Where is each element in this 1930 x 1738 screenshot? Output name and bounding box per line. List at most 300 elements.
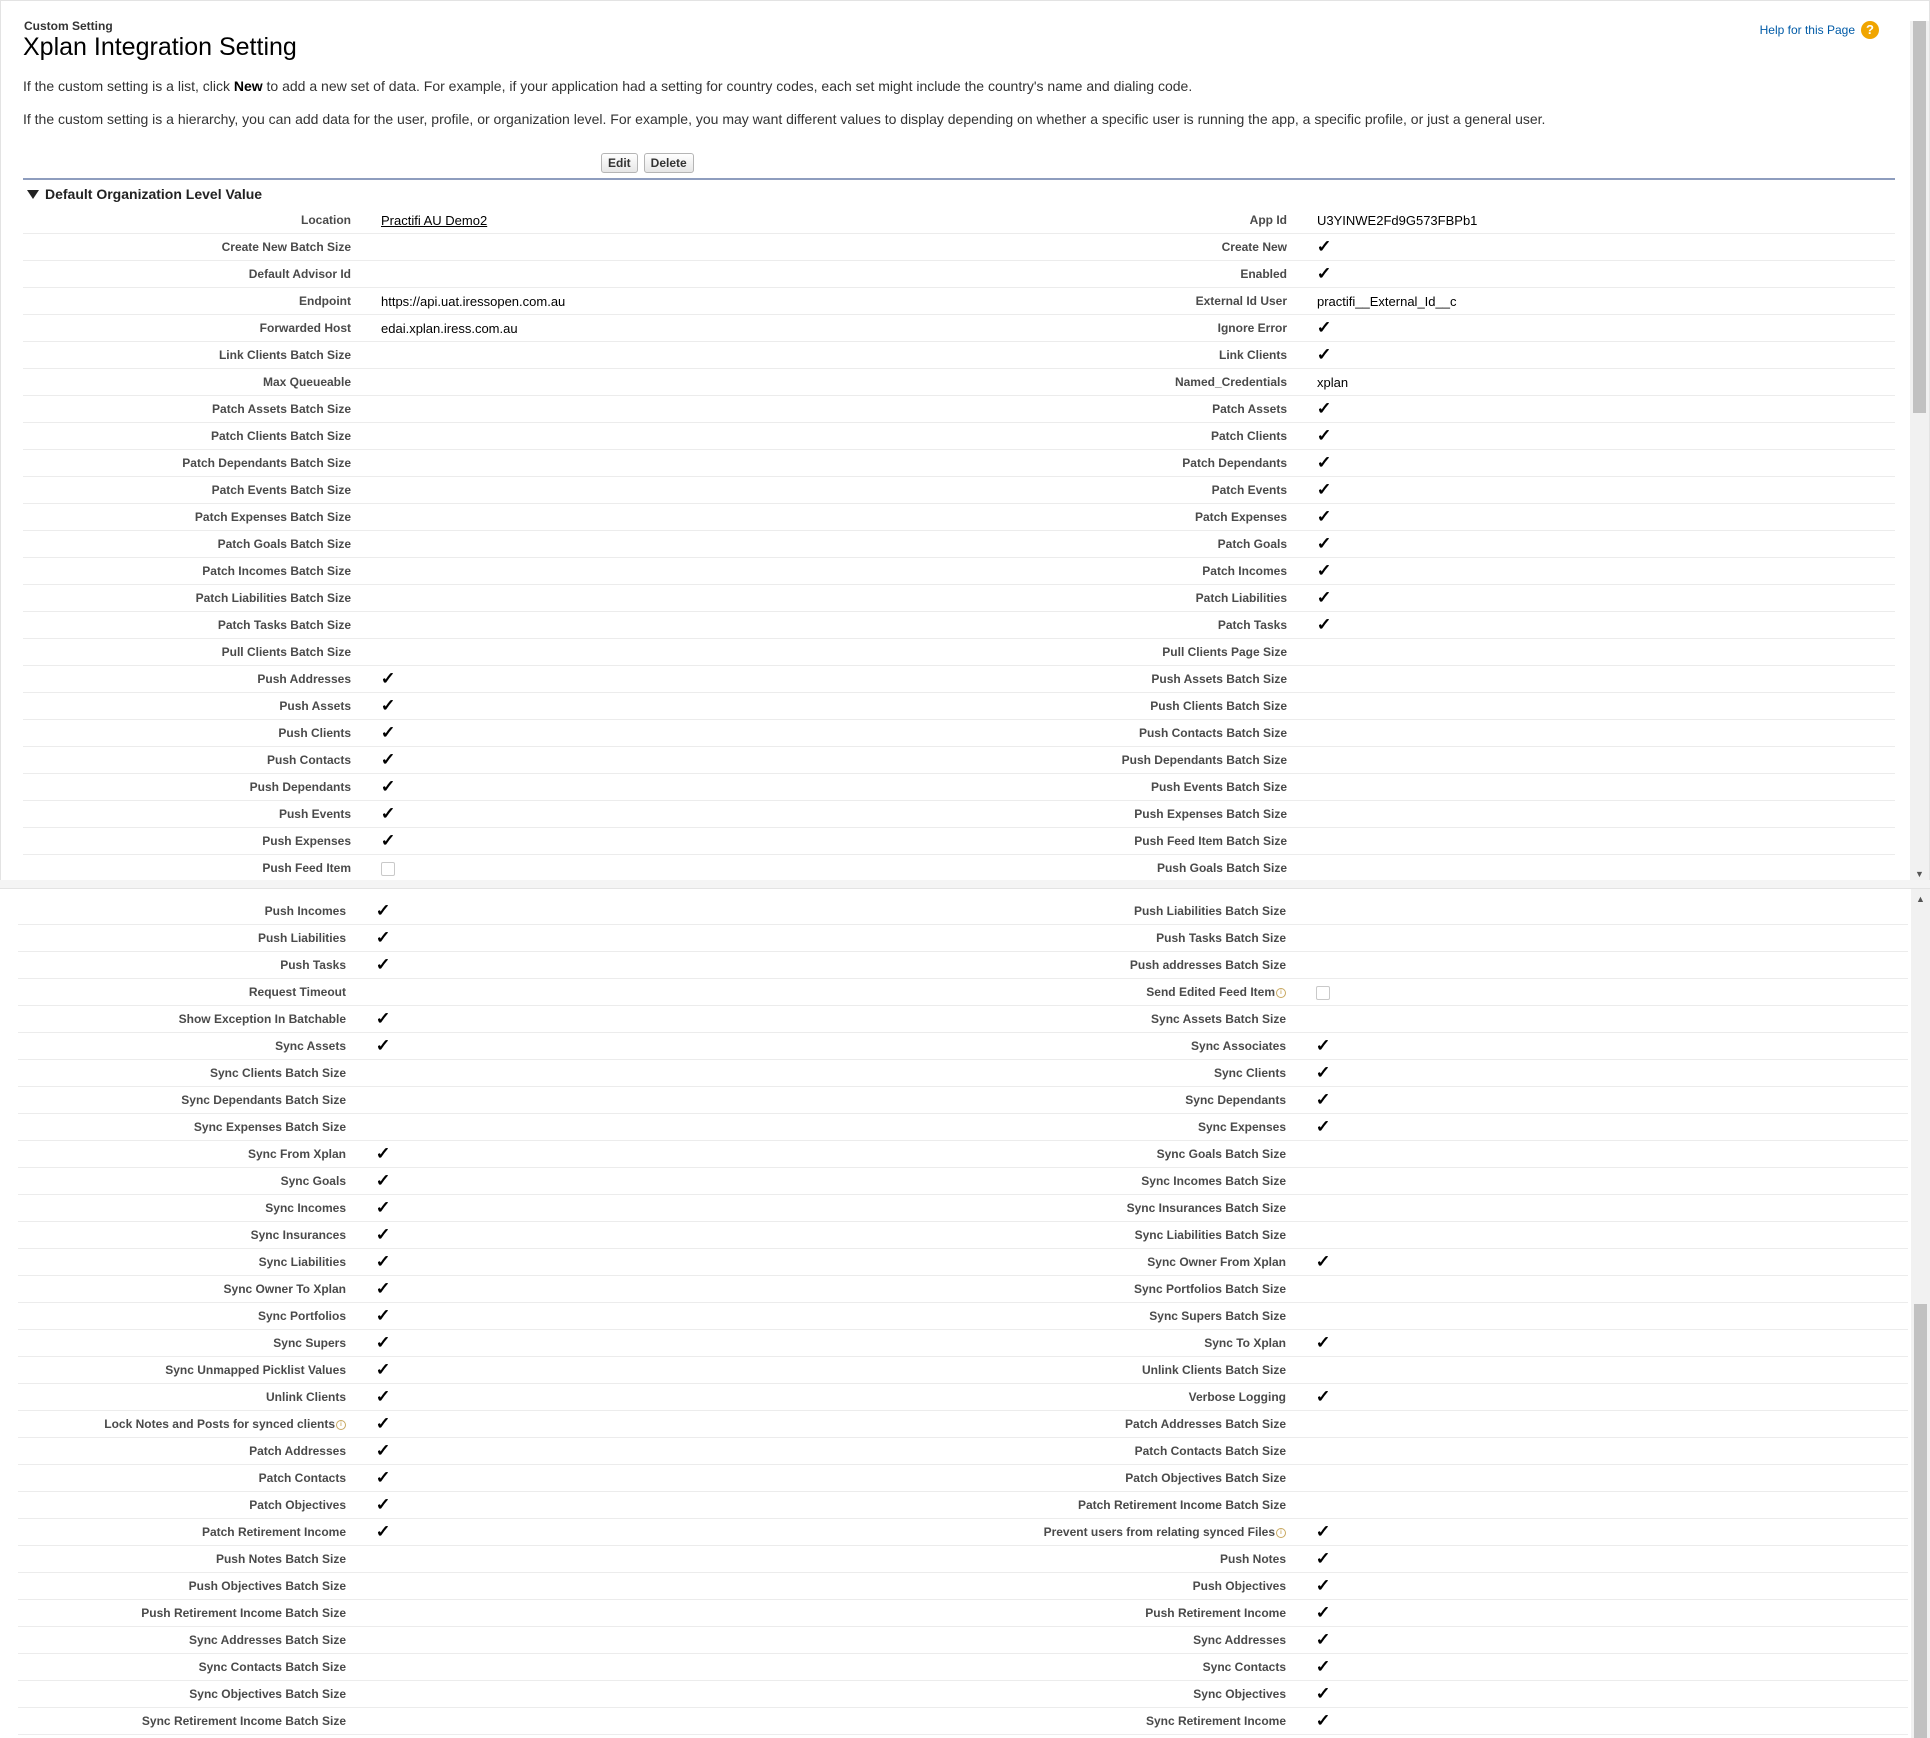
field-label: Sync Addresses	[1193, 1633, 1286, 1647]
value-cell	[1309, 207, 1895, 234]
field-label: Sync Assets	[275, 1039, 346, 1053]
field-label: Unlink Clients Batch Size	[1141, 1363, 1286, 1377]
field-label-sync-clients-batch-size	[18, 1060, 368, 1087]
field-label-patch-events-batch-size	[23, 477, 373, 504]
value-cell	[1308, 1573, 1908, 1600]
field-label-push-addresses	[23, 666, 373, 693]
checkmark-icon: ✓	[375, 1495, 391, 1514]
value-cell	[368, 979, 968, 1006]
checkmark-icon: ✓	[1316, 426, 1332, 445]
field-label: Push Notes	[1219, 1552, 1286, 1566]
table-row	[23, 423, 1895, 450]
checkmark-icon: ✓	[1316, 453, 1332, 472]
field-label-patch-addresses-batch-size	[968, 1411, 1308, 1438]
checkmark-icon: ✓	[1315, 1333, 1331, 1352]
field-label: Sync Owner To Xplan	[223, 1282, 346, 1296]
field-label-default-advisor-id	[23, 261, 373, 288]
value-cell	[373, 666, 973, 693]
field-label-sync-dependants	[968, 1087, 1308, 1114]
field-label: Sync From Xplan	[247, 1147, 346, 1161]
table-row	[23, 828, 1895, 855]
value-cell	[368, 1222, 968, 1249]
value-cell	[373, 207, 973, 234]
field-label: Push Assets	[279, 699, 351, 713]
field-label-push-notes-batch-size	[18, 1546, 368, 1573]
checkmark-icon: ✓	[1315, 1522, 1331, 1541]
field-label: Patch Assets	[1212, 402, 1287, 416]
checkmark-icon: ✓	[380, 831, 396, 850]
table-row	[18, 898, 1908, 925]
scrollbar-thumb[interactable]	[1913, 21, 1926, 413]
field-label: Patch Liabilities	[1195, 591, 1287, 605]
value-cell	[1309, 261, 1895, 288]
field-label-verbose-logging	[968, 1384, 1308, 1411]
value-cell	[1308, 1384, 1908, 1411]
field-label-patch-objectives-batch-size	[968, 1465, 1308, 1492]
field-label-patch-objectives	[18, 1492, 368, 1519]
field-label: Push Clients Batch Size	[1150, 699, 1287, 713]
scrollbar-thumb[interactable]	[1914, 1304, 1927, 1738]
checkmark-icon: ✓	[375, 1360, 391, 1379]
checkmark-icon: ✓	[1315, 1117, 1331, 1136]
field-label: Push Clients	[278, 726, 351, 740]
value-cell	[1309, 855, 1895, 882]
field-label: External Id User	[1195, 294, 1287, 308]
field-label-push-liabilities	[18, 925, 368, 952]
checkmark-icon: ✓	[375, 1306, 391, 1325]
field-label: App Id	[1249, 213, 1287, 227]
field-label: Sync Goals	[280, 1174, 346, 1188]
checkmark-icon: ✓	[380, 750, 396, 769]
field-label: Sync Supers	[273, 1336, 346, 1350]
field-label: Unlink Clients	[265, 1390, 346, 1404]
field-label: Max Queueable	[262, 375, 351, 389]
value-cell	[1308, 925, 1908, 952]
field-label-patch-retirement-income	[18, 1519, 368, 1546]
value-cell	[1309, 477, 1895, 504]
checkmark-icon: ✓	[375, 1198, 391, 1217]
field-label-push-contacts-batch-size	[973, 720, 1309, 747]
field-label-prevent-users-from-relating-synced-files	[968, 1519, 1308, 1546]
field-label: Patch Dependants Batch Size	[182, 456, 351, 470]
table-row	[18, 1357, 1908, 1384]
field-label: Link Clients Batch Size	[218, 348, 351, 362]
value-cell	[1308, 1249, 1908, 1276]
field-label: Show Exception In Batchable	[178, 1012, 346, 1026]
field-label-push-notes	[968, 1546, 1308, 1573]
field-label: Sync Liabilities Batch Size	[1134, 1228, 1286, 1242]
field-label: Sync Goals Batch Size	[1156, 1147, 1286, 1161]
field-label: Patch Retirement Income Batch Size	[1077, 1498, 1286, 1512]
field-label-sync-incomes-batch-size	[968, 1168, 1308, 1195]
field-label-ignore-error	[973, 315, 1309, 342]
table-row	[18, 1411, 1908, 1438]
scroll-down-arrow-icon[interactable]: ▼	[1915, 869, 1924, 879]
field-label: Sync Portfolios	[257, 1309, 346, 1323]
field-label: Prevent users from relating synced Files	[1043, 1525, 1275, 1539]
field-label: Push Dependants Batch Size	[1121, 753, 1287, 767]
help-link[interactable]	[1760, 21, 1879, 39]
delete-button[interactable]: Delete	[644, 153, 694, 173]
field-label-sync-owner-from-xplan	[968, 1249, 1308, 1276]
table-row	[23, 531, 1895, 558]
value-cell	[1308, 1141, 1908, 1168]
field-label: Sync Incomes Batch Size	[1141, 1174, 1286, 1188]
value-cell	[1309, 558, 1895, 585]
field-label: Sync Liabilities	[258, 1255, 346, 1269]
value-cell	[1309, 423, 1895, 450]
value-cell	[373, 855, 973, 882]
table-row	[18, 1384, 1908, 1411]
intro-list-paragraph	[23, 78, 1192, 94]
field-label-sync-objectives-batch-size	[18, 1681, 368, 1708]
field-label: Push Notes Batch Size	[215, 1552, 346, 1566]
value-cell	[368, 1006, 968, 1033]
field-label: Patch Contacts Batch Size	[1134, 1444, 1286, 1458]
checkmark-icon: ✓	[380, 696, 396, 715]
value-cell	[1309, 828, 1895, 855]
table-row	[18, 1114, 1908, 1141]
field-label-sync-associates	[968, 1033, 1308, 1060]
value-cell	[373, 342, 973, 369]
field-label-sync-portfolios-batch-size	[968, 1276, 1308, 1303]
table-row	[18, 1006, 1908, 1033]
checkmark-icon: ✓	[380, 777, 396, 796]
field-label-location	[23, 207, 373, 234]
help-link-label[interactable]: Help for this Page	[1759, 23, 1855, 37]
field-label: Push Events	[278, 807, 351, 821]
checkmark-icon: ✓	[1316, 399, 1332, 418]
table-row	[18, 1087, 1908, 1114]
table-row	[23, 288, 1895, 315]
value-cell	[373, 828, 973, 855]
field-label: Patch Clients Batch Size	[210, 429, 351, 443]
checkmark-icon: ✓	[1315, 1549, 1331, 1568]
field-label-sync-objectives	[968, 1681, 1308, 1708]
field-label-unlink-clients-batch-size	[968, 1357, 1308, 1384]
field-label: Sync Objectives	[1193, 1687, 1286, 1701]
scrollbar-bottom[interactable]	[1911, 889, 1930, 1738]
field-label: Push Dependants	[249, 780, 351, 794]
value-cell	[1308, 1438, 1908, 1465]
unchecked-checkbox-icon	[1316, 986, 1330, 1000]
field-label: Sync Contacts	[1202, 1660, 1286, 1674]
checkmark-icon: ✓	[1315, 1630, 1331, 1649]
table-row	[23, 639, 1895, 666]
value-cell	[373, 801, 973, 828]
help-icon[interactable]: ?	[1861, 21, 1879, 39]
field-label-patch-expenses-batch-size	[23, 504, 373, 531]
field-label-push-dependants	[23, 774, 373, 801]
checkmark-icon: ✓	[1316, 264, 1332, 283]
table-row	[23, 234, 1895, 261]
field-label: Push Events Batch Size	[1150, 780, 1287, 794]
field-label: Push Incomes	[264, 904, 346, 918]
value-cell	[1308, 1492, 1908, 1519]
value-cell	[1309, 234, 1895, 261]
field-label-patch-assets	[973, 396, 1309, 423]
value-cell	[368, 1654, 968, 1681]
field-label: Patch Addresses	[249, 1444, 346, 1458]
value-cell	[368, 952, 968, 979]
field-label-patch-assets-batch-size	[23, 396, 373, 423]
field-label: Default Advisor Id	[248, 267, 351, 281]
value-cell	[373, 477, 973, 504]
value-cell	[1309, 774, 1895, 801]
value-cell	[373, 234, 973, 261]
value-cell	[368, 1195, 968, 1222]
value-cell	[368, 1627, 968, 1654]
field-label-push-addresses-batch-size	[968, 952, 1308, 979]
info-icon[interactable]: i	[336, 1420, 346, 1430]
location-link[interactable]: Practifi AU Demo2	[381, 212, 488, 228]
value-cell	[1308, 1006, 1908, 1033]
field-label: Sync Owner From Xplan	[1147, 1255, 1286, 1269]
field-label-create-new-batch-size	[23, 234, 373, 261]
intro-text-2: to add a new set of data. For example, if your application had a setting for country codes, each set might include the country's name and dialing code.	[262, 78, 1193, 94]
table-row	[18, 1276, 1908, 1303]
field-label: Sync Assets Batch Size	[1151, 1012, 1286, 1026]
checkmark-icon: ✓	[375, 1468, 391, 1487]
field-label-push-objectives	[968, 1573, 1308, 1600]
field-label-sync-retirement-income-batch-size	[18, 1708, 368, 1735]
value-cell	[368, 1276, 968, 1303]
value-cell	[373, 639, 973, 666]
table-row	[23, 774, 1895, 801]
intro-hierarchy-paragraph: If the custom setting is a hierarchy, you can add data for the user, profile, or organization level. For example, you may want different values to display depending on whether a specific user is running the app, a specific profile, or just a general user.	[23, 111, 1546, 127]
field-label: Sync Addresses Batch Size	[189, 1633, 346, 1647]
collapse-triangle-icon[interactable]	[27, 190, 39, 199]
checkmark-icon: ✓	[1315, 1090, 1331, 1109]
field-label-sync-goals-batch-size	[968, 1141, 1308, 1168]
field-label: Patch Objectives	[249, 1498, 346, 1512]
field-label-push-objectives-batch-size	[18, 1573, 368, 1600]
checkmark-icon: ✓	[375, 1036, 391, 1055]
field-label: Link Clients	[1218, 348, 1287, 362]
field-label-sync-from-xplan	[18, 1141, 368, 1168]
table-row	[18, 979, 1908, 1006]
table-row	[18, 1519, 1908, 1546]
field-label: Patch Liabilities Batch Size	[195, 591, 351, 605]
table-row	[18, 1168, 1908, 1195]
field-label-pull-clients-page-size	[973, 639, 1309, 666]
value-cell	[373, 720, 973, 747]
field-label-enabled	[973, 261, 1309, 288]
field-label-patch-liabilities-batch-size	[23, 585, 373, 612]
value-cell	[368, 1357, 968, 1384]
field-label: Sync To Xplan	[1204, 1336, 1286, 1350]
field-label-push-feed-item	[23, 855, 373, 882]
field-label-patch-tasks	[973, 612, 1309, 639]
scroll-up-arrow-icon[interactable]: ▲	[1916, 894, 1925, 904]
field-label-push-events-batch-size	[973, 774, 1309, 801]
value-cell	[373, 450, 973, 477]
value-cell	[1309, 693, 1895, 720]
field-label: Patch Incomes	[1202, 564, 1287, 578]
section-header[interactable]	[27, 186, 262, 202]
table-row	[23, 693, 1895, 720]
value-cell	[1309, 747, 1895, 774]
field-label-push-tasks	[18, 952, 368, 979]
field-label: Push Retirement Income	[1145, 1606, 1286, 1620]
info-icon[interactable]: i	[1276, 988, 1286, 998]
field-label-patch-expenses	[973, 504, 1309, 531]
field-label: Ignore Error	[1217, 321, 1287, 335]
table-row	[18, 1222, 1908, 1249]
field-label: Push Goals Batch Size	[1156, 861, 1287, 875]
checkmark-icon: ✓	[380, 723, 396, 742]
value-cell	[1308, 898, 1908, 925]
table-row	[18, 952, 1908, 979]
field-label: Patch Incomes Batch Size	[202, 564, 351, 578]
value-cell	[368, 1033, 968, 1060]
value-cell	[368, 1249, 968, 1276]
field-label-push-tasks-batch-size	[968, 925, 1308, 952]
field-label-patch-goals	[973, 531, 1309, 558]
field-label-sync-addresses-batch-size	[18, 1627, 368, 1654]
field-label-patch-dependants-batch-size	[23, 450, 373, 477]
field-label-patch-liabilities	[973, 585, 1309, 612]
field-label-external-id-user	[973, 288, 1309, 315]
section-divider	[23, 178, 1895, 180]
value-cell	[1308, 1465, 1908, 1492]
field-label-push-expenses	[23, 828, 373, 855]
field-label-forwarded-host	[23, 315, 373, 342]
unchecked-checkbox-icon	[381, 862, 395, 876]
value-cell	[368, 1087, 968, 1114]
field-value: xplan	[1317, 374, 1349, 390]
field-label: Sync Objectives Batch Size	[189, 1687, 346, 1701]
table-row	[18, 1573, 1908, 1600]
field-label-sync-contacts	[968, 1654, 1308, 1681]
field-value: https://api.uat.iressopen.com.au	[381, 293, 566, 309]
scrollbar-top[interactable]	[1910, 21, 1929, 882]
field-label-push-clients	[23, 720, 373, 747]
checkmark-icon: ✓	[1315, 1576, 1331, 1595]
value-cell	[373, 261, 973, 288]
value-cell	[373, 396, 973, 423]
edit-button[interactable]: Edit	[601, 153, 638, 173]
value-cell	[1308, 1519, 1908, 1546]
value-cell	[373, 288, 973, 315]
field-label-sync-insurances	[18, 1222, 368, 1249]
field-label: Pull Clients Page Size	[1162, 645, 1287, 659]
field-label-push-events	[23, 801, 373, 828]
table-row	[18, 1330, 1908, 1357]
checkmark-icon: ✓	[375, 1414, 391, 1433]
field-label: Sync Unmapped Picklist Values	[165, 1363, 346, 1377]
field-label: Request Timeout	[248, 985, 346, 999]
field-label: Patch Clients	[1210, 429, 1287, 443]
field-label-push-dependants-batch-size	[973, 747, 1309, 774]
field-label-create-new	[973, 234, 1309, 261]
checkmark-icon: ✓	[1315, 1387, 1331, 1406]
value-cell	[1308, 1654, 1908, 1681]
field-label-patch-tasks-batch-size	[23, 612, 373, 639]
checkmark-icon: ✓	[1315, 1252, 1331, 1271]
field-label: Forwarded Host	[259, 321, 351, 335]
checkmark-icon: ✓	[375, 955, 391, 974]
field-value: U3YINWE2Fd9G573FBPb1	[1317, 212, 1478, 228]
field-label: Patch Expenses Batch Size	[194, 510, 351, 524]
value-cell	[368, 1330, 968, 1357]
field-label: Sync Contacts Batch Size	[198, 1660, 346, 1674]
field-label: Patch Events	[1211, 483, 1287, 497]
table-row	[18, 1141, 1908, 1168]
table-row	[23, 855, 1895, 882]
value-cell	[1308, 1114, 1908, 1141]
field-label: Push addresses Batch Size	[1129, 958, 1286, 972]
table-row	[18, 1546, 1908, 1573]
field-label-pull-clients-batch-size	[23, 639, 373, 666]
checkmark-icon: ✓	[375, 1522, 391, 1541]
checkmark-icon: ✓	[1315, 1711, 1331, 1730]
value-cell	[1308, 1222, 1908, 1249]
checkmark-icon: ✓	[1315, 1603, 1331, 1622]
value-cell	[1309, 801, 1895, 828]
table-row	[18, 1708, 1908, 1735]
value-cell	[1308, 1681, 1908, 1708]
value-cell	[1309, 396, 1895, 423]
value-cell	[1309, 369, 1895, 396]
table-row	[23, 585, 1895, 612]
field-label: Enabled	[1240, 267, 1287, 281]
value-cell	[368, 1114, 968, 1141]
value-cell	[368, 925, 968, 952]
value-cell	[373, 747, 973, 774]
value-cell	[368, 1411, 968, 1438]
field-label: Push Tasks	[280, 958, 346, 972]
field-label-push-incomes	[18, 898, 368, 925]
checkmark-icon: ✓	[1315, 1036, 1331, 1055]
field-label: Sync Clients	[1213, 1066, 1286, 1080]
field-label-link-clients-batch-size	[23, 342, 373, 369]
field-label: Push Tasks Batch Size	[1156, 931, 1286, 945]
field-label: Sync Retirement Income	[1145, 1714, 1286, 1728]
field-label-endpoint	[23, 288, 373, 315]
field-label-push-liabilities-batch-size	[968, 898, 1308, 925]
table-row	[23, 666, 1895, 693]
checkmark-icon: ✓	[1316, 534, 1332, 553]
field-label-sync-supers-batch-size	[968, 1303, 1308, 1330]
value-cell	[368, 1168, 968, 1195]
value-cell	[368, 1708, 968, 1735]
table-row	[23, 477, 1895, 504]
value-cell	[373, 315, 973, 342]
field-label: Verbose Logging	[1188, 1390, 1286, 1404]
field-label-sync-assets-batch-size	[968, 1006, 1308, 1033]
table-row	[18, 1492, 1908, 1519]
section-title: Default Organization Level Value	[45, 186, 263, 202]
field-label-push-retirement-income-batch-size	[18, 1600, 368, 1627]
checkmark-icon: ✓	[1315, 1684, 1331, 1703]
field-label: Patch Dependants	[1182, 456, 1287, 470]
field-label-patch-events	[973, 477, 1309, 504]
field-label: Push Feed Item	[262, 861, 351, 875]
value-cell	[1309, 666, 1895, 693]
field-label: Push Liabilities	[257, 931, 346, 945]
bottom-page-panel	[0, 888, 1930, 1737]
info-icon[interactable]: i	[1276, 1528, 1286, 1538]
field-label: Location	[301, 213, 351, 227]
field-label: Send Edited Feed Item	[1146, 985, 1275, 999]
checkmark-icon: ✓	[380, 669, 396, 688]
table-row	[18, 1600, 1908, 1627]
field-label: Create New	[1221, 240, 1287, 254]
value-cell	[373, 585, 973, 612]
value-cell	[373, 423, 973, 450]
table-row	[18, 925, 1908, 952]
